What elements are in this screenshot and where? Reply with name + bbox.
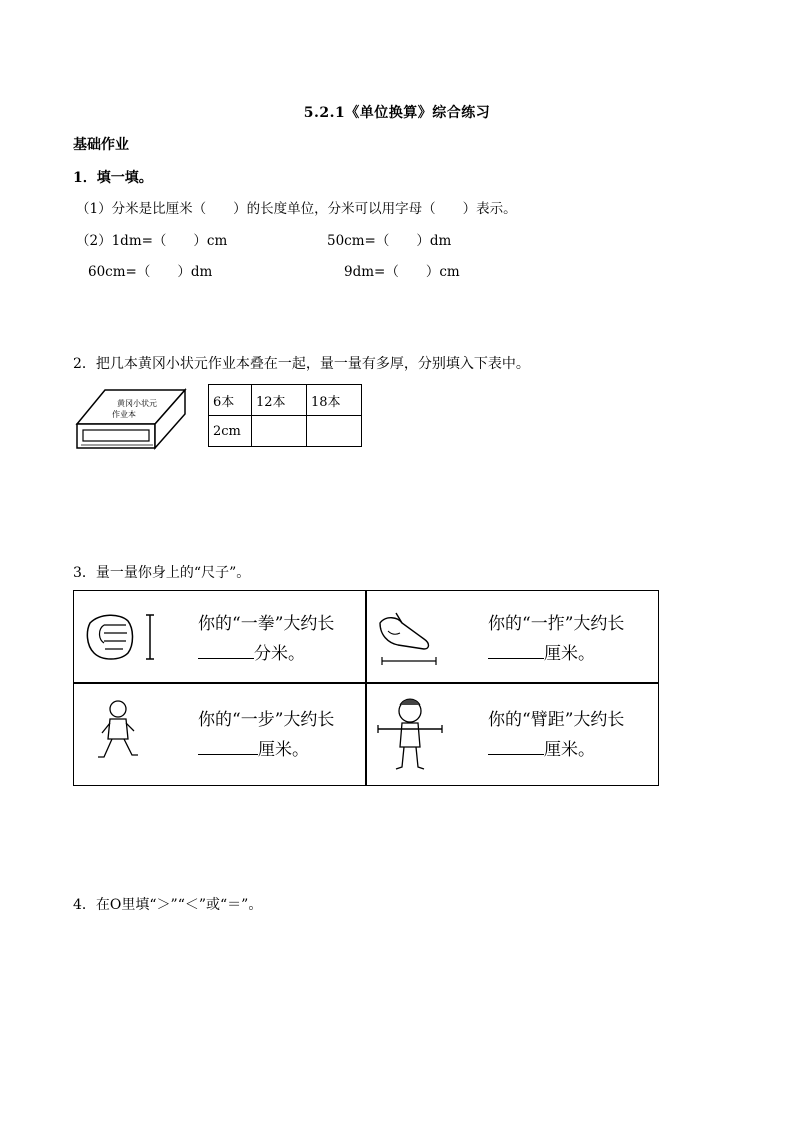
q4-heading: 4．在O里填“＞”“＜”或“＝”。 xyxy=(73,897,263,913)
q3-heading: 3．量一量你身上的“尺子”。 xyxy=(73,565,251,581)
grid-divider-vertical xyxy=(365,591,367,785)
q1-line-3b: 9dm=（ ）cm xyxy=(344,264,460,280)
book-cover-text-1: 黄冈小状元 xyxy=(117,399,157,408)
body-ruler-grid xyxy=(73,590,659,786)
section-heading: 基础作业 xyxy=(73,137,129,153)
span-unit: 厘米。 xyxy=(544,644,595,664)
step-label: 你的“一步”大约长 xyxy=(198,710,335,730)
table-cell-blank[interactable] xyxy=(252,416,307,447)
grid-divider-horizontal xyxy=(74,682,658,684)
step-unit: 厘米。 xyxy=(258,740,309,760)
fist-answer-line xyxy=(198,639,334,669)
span-label: 你的“一拃”大约长 xyxy=(488,614,625,634)
armspan-cell-text xyxy=(488,705,624,765)
fist-answer-blank[interactable] xyxy=(198,640,254,659)
table-cell-blank[interactable] xyxy=(307,416,362,447)
q2-heading: 2．把几本黄冈小状元作业本叠在一起，量一量有多厚，分别填入下表中。 xyxy=(73,356,530,372)
step-cell-text xyxy=(198,705,334,765)
fist-cell-text xyxy=(198,609,334,669)
q1-line-2a: （2）1dm=（ ）cm xyxy=(76,233,228,249)
armspan-label: 你的“臂距”大约长 xyxy=(488,710,625,730)
span-cell-text xyxy=(488,609,624,669)
table-cell: 6本 xyxy=(209,385,252,416)
armspan-answer-line xyxy=(488,735,624,765)
armspan-unit: 厘米。 xyxy=(544,740,595,760)
span-answer-blank[interactable] xyxy=(488,640,544,659)
fist-icon xyxy=(80,609,160,665)
step-answer-line xyxy=(198,735,334,765)
table-header-row xyxy=(209,385,362,416)
table-cell: 18本 xyxy=(307,385,362,416)
q1-line-1: （1）分米是比厘米（ ）的长度单位，分米可以用字母（ ）表示。 xyxy=(76,201,517,217)
fist-label: 你的“一拳”大约长 xyxy=(198,614,335,634)
workbook-illustration xyxy=(75,388,187,454)
span-answer-line xyxy=(488,639,624,669)
fist-unit: 分米。 xyxy=(254,644,305,664)
walking-person-icon xyxy=(96,699,142,763)
table-cell: 12本 xyxy=(252,385,307,416)
thickness-table xyxy=(208,384,362,447)
hand-span-icon xyxy=(374,609,444,667)
book-cover-text-2: 作业本 xyxy=(112,410,136,419)
q1-line-2b: 50cm=（ ）dm xyxy=(327,233,452,249)
page-title: 5.2.1《单位换算》综合练习 xyxy=(303,105,491,121)
table-row xyxy=(209,416,362,447)
q1-line-3a: 60cm=（ ）dm xyxy=(88,264,213,280)
table-cell: 2cm xyxy=(209,416,252,447)
armspan-answer-blank[interactable] xyxy=(488,736,544,755)
q1-heading: 1．填一填。 xyxy=(73,170,153,186)
arm-span-person-icon xyxy=(374,695,446,775)
step-answer-blank[interactable] xyxy=(198,736,258,755)
